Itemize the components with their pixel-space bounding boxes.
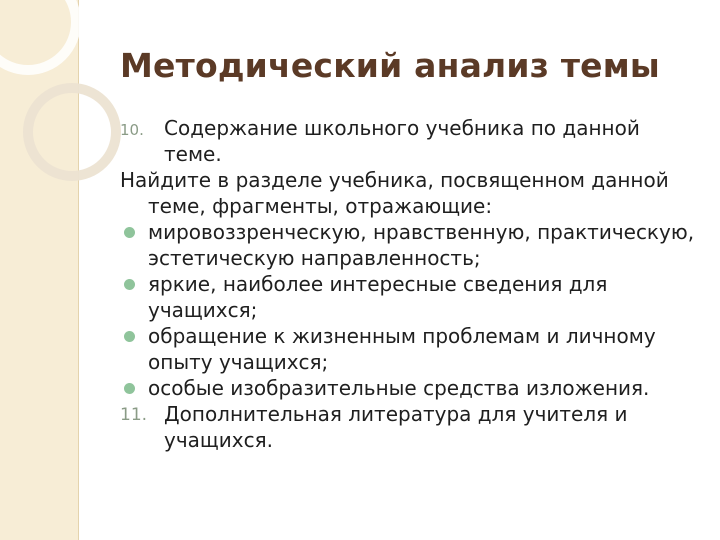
bullet-item	[120, 323, 695, 375]
slide-title: Методический анализ темы	[120, 46, 660, 85]
instruction-text: Найдите в разделе учебника, посвященном данной теме, фрагменты, отражающие:	[120, 168, 669, 218]
bullet-text: яркие, наиболее интересные сведения для учащихся;	[148, 272, 608, 322]
bullet-text: мировоззренческую, нравственную, практическую, эстетическую направленность;	[148, 220, 695, 270]
bullet-item	[120, 219, 695, 271]
item-number: 10.	[120, 121, 144, 139]
bullet-icon	[124, 227, 135, 238]
numbered-item-10	[120, 115, 695, 167]
bullet-icon	[124, 383, 135, 394]
bullet-text: особые изобразительные средства изложения.	[148, 376, 650, 400]
item-text: Дополнительная литература для учителя и учащихся.	[164, 402, 628, 452]
slide-content	[120, 115, 695, 453]
item-number: 11.	[120, 405, 148, 425]
decorative-ring-middle	[28, 88, 116, 176]
bullet-text: обращение к жизненным проблемам и личному опыту учащихся;	[148, 324, 656, 374]
decorative-ring-top	[0, 0, 76, 70]
bullet-item	[120, 271, 695, 323]
bullet-icon	[124, 331, 135, 342]
bullet-icon	[124, 279, 135, 290]
numbered-item-11	[120, 401, 695, 453]
bullet-item	[120, 375, 695, 401]
item-text: Содержание школьного учебника по данной теме.	[164, 116, 640, 166]
